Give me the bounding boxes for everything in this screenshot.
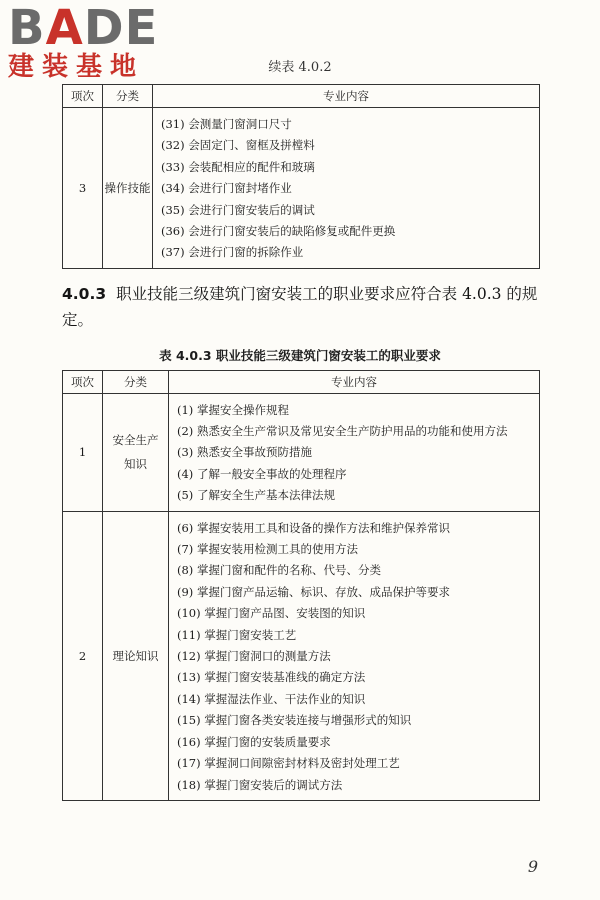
row-category: 操作技能 — [103, 108, 153, 269]
row-index: 2 — [63, 511, 103, 800]
row-category: 理论知识 — [103, 511, 169, 800]
list-item: (9) 掌握门窗产品运输、标识、存放、成品保护等要求 — [177, 584, 450, 599]
clause-text: 职业技能三级建筑门窗安装工的职业要求应符合表 4.0.3 的规定。 — [62, 285, 538, 329]
list-item: (17) 掌握洞口间隙密封材料及密封处理工艺 — [177, 756, 400, 771]
logo-subtitle: 建装基地 — [8, 52, 145, 82]
list-item: (15) 掌握门窗各类安装连接与增强形式的知识 — [177, 713, 412, 728]
table-caption: 表 4.0.3 职业技能三级建筑门窗安装工的职业要求 — [159, 348, 441, 363]
list-item: (11) 掌握门窗安装工艺 — [177, 627, 297, 642]
row-index: 3 — [63, 108, 103, 269]
list-item: (2) 熟悉安全生产常识及常见安全生产防护用品的功能和使用方法 — [177, 424, 508, 439]
table-row — [63, 511, 540, 800]
category-line: 安全生产 — [112, 433, 159, 448]
row-content — [153, 108, 540, 269]
table-row — [63, 394, 540, 512]
list-item: (37) 会进行门窗的拆除作业 — [161, 245, 304, 260]
list-item: (7) 掌握安装用检测工具的使用方法 — [177, 542, 358, 557]
list-item: (5) 了解安全生产基本法律法规 — [177, 488, 335, 503]
list-item: (31) 会测量门窗洞口尺寸 — [161, 117, 292, 131]
row-content — [169, 394, 540, 512]
list-item: (34) 会进行门窗封堵作业 — [161, 181, 292, 196]
list-item: (3) 熟悉安全事故预防措施 — [177, 445, 312, 460]
continued-table-caption: 续表 4.0.2 — [268, 60, 332, 75]
row-category — [103, 394, 169, 512]
header-index: 项次 — [63, 371, 103, 394]
category-line: 知识 — [124, 457, 147, 472]
logo-wordmark: BADE — [8, 0, 159, 56]
table-row — [63, 108, 540, 269]
list-item: (10) 掌握门窗产品图、安装图的知识 — [177, 606, 366, 621]
requirements-table — [62, 370, 540, 801]
row-content — [169, 511, 540, 800]
clause-paragraph — [62, 281, 540, 333]
header-content: 专业内容 — [153, 85, 540, 108]
header-category: 分类 — [103, 85, 153, 108]
header-content: 专业内容 — [169, 371, 540, 394]
list-item: (4) 了解一般安全事故的处理程序 — [177, 466, 347, 481]
list-item: (35) 会进行门窗安装后的调试 — [161, 202, 315, 217]
page-number: 9 — [527, 857, 538, 876]
list-item: (36) 会进行门窗安装后的缺陷修复或配件更换 — [161, 224, 396, 239]
list-item: (14) 掌握湿法作业、干法作业的知识 — [177, 691, 366, 706]
list-item: (8) 掌握门窗和配件的名称、代号、分类 — [177, 563, 381, 578]
list-item: (32) 会固定门、窗框及拼樘料 — [161, 138, 315, 153]
row-index: 1 — [63, 394, 103, 512]
list-item: (12) 掌握门窗洞口的测量方法 — [177, 649, 331, 664]
clause-number: 4.0.3 — [62, 285, 107, 303]
list-item: (1) 掌握安全操作规程 — [177, 403, 289, 417]
list-item: (13) 掌握门窗安装基准线的确定方法 — [177, 670, 366, 685]
list-item: (33) 会装配相应的配件和玻璃 — [161, 159, 315, 174]
table-header-row — [63, 371, 540, 394]
list-item: (6) 掌握安装用工具和设备的操作方法和维护保养常识 — [177, 520, 450, 535]
continued-table — [62, 84, 540, 269]
table-header-row — [63, 85, 540, 108]
header-index: 项次 — [63, 85, 103, 108]
list-item: (18) 掌握门窗安装后的调试方法 — [177, 777, 343, 792]
list-item: (16) 掌握门窗的安装质量要求 — [177, 734, 331, 749]
header-category: 分类 — [103, 371, 169, 394]
